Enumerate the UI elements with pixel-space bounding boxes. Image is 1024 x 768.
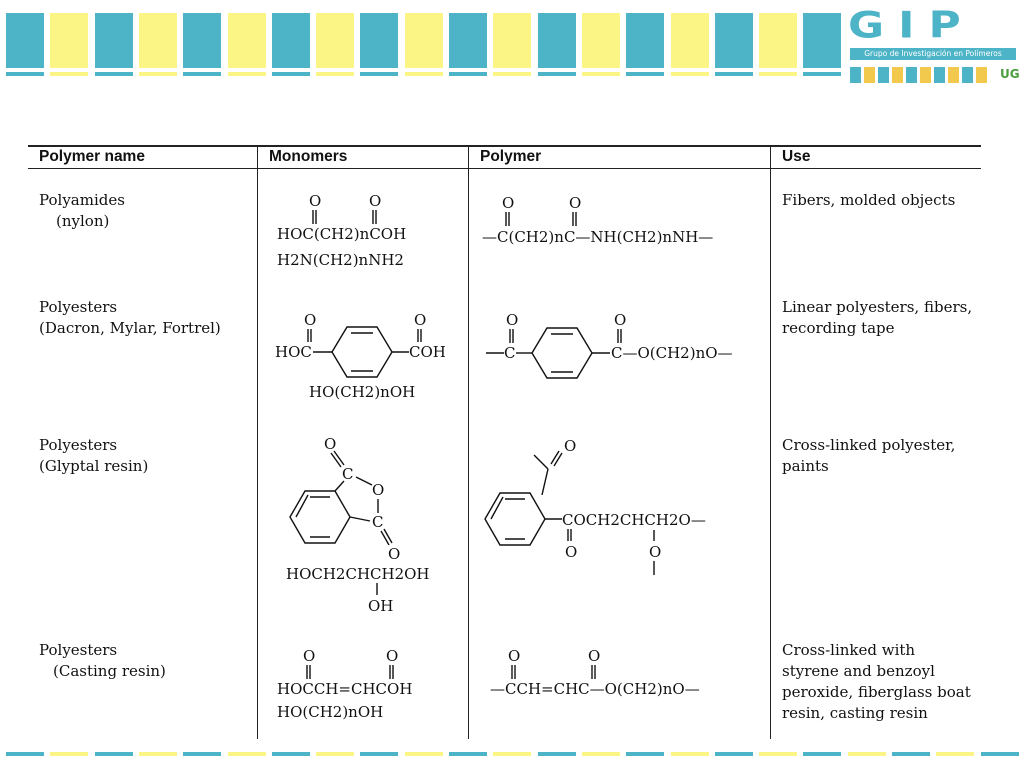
header-stripe-underline — [671, 72, 709, 76]
glycerol-formula: HOCH2CHCH2OH — [286, 565, 430, 583]
polymer-name-line: Polyamides — [39, 191, 125, 209]
logo-strip — [934, 67, 945, 83]
casting-resin-polymer-structure — [480, 645, 765, 705]
footer-stripe — [405, 752, 443, 756]
logo-strip — [878, 67, 889, 83]
polymer-name-line: Polyesters — [39, 641, 118, 659]
footer-stripe — [582, 752, 620, 756]
diamine-formula: H2N(CH2)nNH2 — [277, 251, 404, 269]
dicarboxylic-acid-formula: HOC(CH2)nCOH — [277, 225, 407, 243]
carbonyl-oxygen: O — [506, 311, 519, 329]
polymer-name-line: (Dacron, Mylar, Fortrel) — [39, 319, 221, 337]
nylon-monomers-structure — [273, 191, 453, 281]
header-stripe-underline — [360, 72, 398, 76]
footer-stripe — [493, 752, 531, 756]
footer-stripe — [803, 752, 841, 756]
ester-chain: COCH2CHCH2O— — [562, 511, 706, 529]
polymer-table — [28, 145, 981, 739]
carbonyl-oxygen: O — [565, 543, 578, 561]
glyptal-polymer-structure — [480, 433, 765, 583]
polyamide-repeat-unit: —C(CH2)nC—NH(CH2)nNH— — [482, 228, 714, 246]
nylon-polymer-structure — [480, 193, 765, 253]
header-stripe — [759, 13, 797, 68]
polyester-chain: C—O(CH2)nO— — [611, 344, 733, 362]
carbonyl-oxygen: O — [309, 192, 322, 210]
carbonyl-oxygen: O — [569, 194, 582, 212]
footer-decoration — [0, 752, 1024, 758]
polymer-name — [39, 640, 166, 682]
use-line: Cross-linked polyester, — [782, 436, 956, 454]
footer-stripe — [139, 752, 177, 756]
carbonyl-oxygen: O — [388, 545, 401, 563]
ring-carbon: C — [342, 465, 354, 483]
footer-stripe — [848, 752, 886, 756]
polymer-name — [39, 297, 221, 339]
maleic-acid-formula: HOCCH=CHCOH — [277, 680, 413, 698]
footer-stripe — [936, 752, 974, 756]
header-stripe-underline — [493, 72, 531, 76]
polymer-name — [39, 190, 125, 232]
use-cell — [782, 190, 955, 211]
carbonyl-carbon: C — [504, 344, 516, 362]
footer-stripe — [671, 752, 709, 756]
footer-stripe — [538, 752, 576, 756]
logo-strip — [850, 67, 861, 83]
header-stripe-underline — [582, 72, 620, 76]
casting-resin-monomers-structure — [273, 645, 463, 725]
use-line: Linear polyesters, fibers, — [782, 298, 973, 316]
header-stripe — [626, 13, 664, 68]
header-stripe — [449, 13, 487, 68]
use-cell — [782, 640, 971, 724]
use-line: recording tape — [782, 319, 895, 337]
header-stripe-underline — [803, 72, 841, 76]
header-stripe — [803, 13, 841, 68]
header-stripe — [671, 13, 709, 68]
header-stripe — [183, 13, 221, 68]
footer-stripe — [449, 752, 487, 756]
header-stripe — [493, 13, 531, 68]
footer-stripe — [981, 752, 1019, 756]
use-line: Fibers, molded objects — [782, 191, 956, 209]
carbonyl-oxygen: O — [502, 194, 515, 212]
university-emblem-icon: UG — [1000, 67, 1020, 81]
footer-stripe — [626, 752, 664, 756]
logo-strip — [892, 67, 903, 83]
polymer-name-line: (Casting resin) — [53, 662, 166, 680]
ring-oxygen: O — [372, 481, 385, 499]
footer-stripe — [228, 752, 266, 756]
header-polymer: Polymer — [480, 148, 542, 165]
carbonyl-oxygen: O — [564, 437, 577, 455]
logo-subtitle: Grupo de Investigación en Polímeros — [850, 48, 1016, 60]
footer-stripe — [759, 752, 797, 756]
use-line: Cross-linked with — [782, 641, 916, 659]
header-stripe — [316, 13, 354, 68]
header-polymer-name: Polymer name — [39, 148, 145, 165]
carbonyl-oxygen: O — [303, 647, 316, 665]
header-stripe-underline — [183, 72, 221, 76]
header-stripe-underline — [626, 72, 664, 76]
header-stripe-underline — [272, 72, 310, 76]
footer-stripe — [272, 752, 310, 756]
carbonyl-oxygen: O — [369, 192, 382, 210]
carbonyl-oxygen: O — [588, 647, 601, 665]
header-stripe-underline — [449, 72, 487, 76]
dacron-polymer-structure — [480, 307, 765, 387]
header-stripe — [6, 13, 44, 68]
header-stripe-underline — [715, 72, 753, 76]
unsaturated-polyester-chain: —CCH=CHC—O(CH2)nO— — [490, 680, 700, 698]
use-cell — [782, 297, 972, 339]
carbonyl-oxygen: O — [386, 647, 399, 665]
header-stripe — [405, 13, 443, 68]
carbonyl-oxygen: O — [324, 435, 337, 453]
header-stripe-underline — [6, 72, 44, 76]
logo-strip — [948, 67, 959, 83]
table-top-rule — [28, 145, 981, 147]
use-line: resin, casting resin — [782, 704, 928, 722]
hydroxyl-group: OH — [368, 597, 394, 615]
use-line: peroxide, fiberglass boat — [782, 683, 971, 701]
logo-strip — [864, 67, 875, 83]
footer-stripe — [95, 752, 133, 756]
diol-formula: HO(CH2)nOH — [277, 703, 384, 721]
carbonyl-oxygen: O — [304, 311, 317, 329]
table-header-rule — [28, 168, 981, 169]
use-cell — [782, 435, 955, 477]
header-use: Use — [782, 148, 811, 165]
polymer-name — [39, 435, 148, 477]
header-stripe-underline — [95, 72, 133, 76]
header-stripe-underline — [759, 72, 797, 76]
gip-logo — [848, 4, 1020, 84]
header-stripe — [50, 13, 88, 68]
footer-stripe — [183, 752, 221, 756]
carbonyl-oxygen: O — [508, 647, 521, 665]
header-stripe — [272, 13, 310, 68]
logo-strip — [920, 67, 931, 83]
header-stripe — [139, 13, 177, 68]
header-stripe — [360, 13, 398, 68]
column-divider — [770, 145, 771, 739]
header-stripe — [228, 13, 266, 68]
header-stripe — [95, 13, 133, 68]
header-stripe — [538, 13, 576, 68]
header-monomers: Monomers — [269, 148, 348, 165]
diol-formula: HO(CH2)nOH — [309, 383, 416, 401]
logo-strip — [976, 67, 987, 83]
header-stripe-underline — [228, 72, 266, 76]
header-stripe-underline — [139, 72, 177, 76]
crosslink-oxygen: O — [649, 543, 662, 561]
dacron-monomers-structure — [271, 305, 461, 405]
footer-stripe — [715, 752, 753, 756]
header-stripe — [582, 13, 620, 68]
polymer-name-line: Polyesters — [39, 298, 118, 316]
footer-stripe — [316, 752, 354, 756]
logo-strip — [906, 67, 917, 83]
glyptal-monomers-structure — [280, 433, 470, 623]
polymer-name-line: Polyesters — [39, 436, 118, 454]
header-stripe-underline — [405, 72, 443, 76]
header-stripe — [715, 13, 753, 68]
header-stripe-underline — [316, 72, 354, 76]
use-line: paints — [782, 457, 829, 475]
polymer-name-line: (Glyptal resin) — [39, 457, 149, 475]
header-stripe-underline — [50, 72, 88, 76]
logo-wordmark: GIP — [848, 4, 975, 47]
use-line: styrene and benzoyl — [782, 662, 935, 680]
footer-stripe — [50, 752, 88, 756]
column-divider — [257, 145, 258, 739]
polymer-name-line: (nylon) — [56, 212, 110, 230]
footer-stripe — [892, 752, 930, 756]
acid-group-left: HOC — [275, 343, 312, 361]
footer-stripe — [6, 752, 44, 756]
footer-stripe — [360, 752, 398, 756]
carbonyl-oxygen: O — [614, 311, 627, 329]
header-decoration — [0, 0, 845, 80]
carbonyl-oxygen: O — [414, 311, 427, 329]
logo-strip — [962, 67, 973, 83]
ring-carbon: C — [372, 513, 384, 531]
acid-group-right: COH — [409, 343, 446, 361]
header-stripe-underline — [538, 72, 576, 76]
